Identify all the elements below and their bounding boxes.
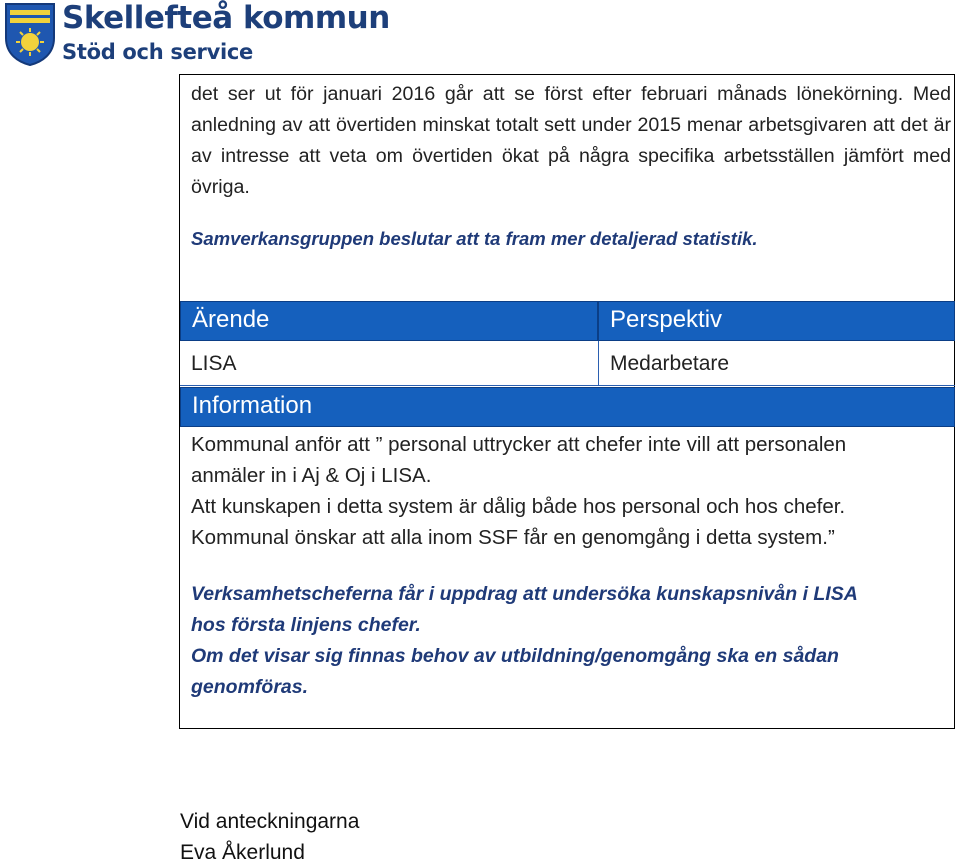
perspektiv-header <box>598 301 955 341</box>
decision-line: hos första linjens chefer. <box>191 614 421 636</box>
decision-line: Om det visar sig finnas behov av utbildning/genomgång ska en sådan <box>191 645 839 667</box>
information-line: Att kunskapen i detta system är dålig både hos personal och hos chefer. <box>191 495 846 518</box>
decision-line: genomföras. <box>191 676 309 698</box>
org-name: Skellefteå kommun <box>62 0 390 36</box>
information-decision <box>191 579 951 703</box>
intro-decision: Samverkansgruppen beslutar att ta fram mer detaljerad statistik. <box>191 228 758 249</box>
org-subtitle: Stöd och service <box>62 40 253 64</box>
information-body <box>191 429 951 553</box>
perspektiv-value: Medarbetare <box>610 352 730 375</box>
footer-author: Eva Åkerlund <box>180 841 305 864</box>
arende-label: Ärende <box>192 306 270 333</box>
minutes-box <box>179 74 955 729</box>
decision-line: Verksamhetscheferna får i uppdrag att undersöka kunskapsnivån i LISA <box>191 583 858 605</box>
footer-note: Vid anteckningarna <box>180 810 360 833</box>
coat-of-arms-icon <box>4 2 56 66</box>
arende-value: LISA <box>191 352 237 375</box>
footer-signature <box>180 806 359 868</box>
information-line: Kommunal anför att ” personal uttrycker att chefer inte vill att personalen <box>191 433 847 456</box>
information-line: anmäler in i Aj & Oj i LISA. <box>191 464 432 487</box>
information-line: Kommunal önskar att alla inom SSF får en genomgång i detta system.” <box>191 526 835 549</box>
information-header <box>180 387 955 427</box>
value-row-bottom-line <box>180 385 955 386</box>
value-row-divider <box>598 341 599 385</box>
arende-header <box>180 301 598 341</box>
intro-paragraph: det ser ut för januari 2016 går att se först efter februari månads lönekörning. Med anledning av att övertiden minskat totalt sett under 2015 menar arbetsgivaren att det är av intresse att veta om övertiden ökat på några specifika arbetsställen jämfört med övriga. <box>191 83 951 198</box>
information-label: Information <box>192 392 313 419</box>
perspektiv-label: Perspektiv <box>610 306 723 333</box>
org-logo <box>4 0 390 68</box>
